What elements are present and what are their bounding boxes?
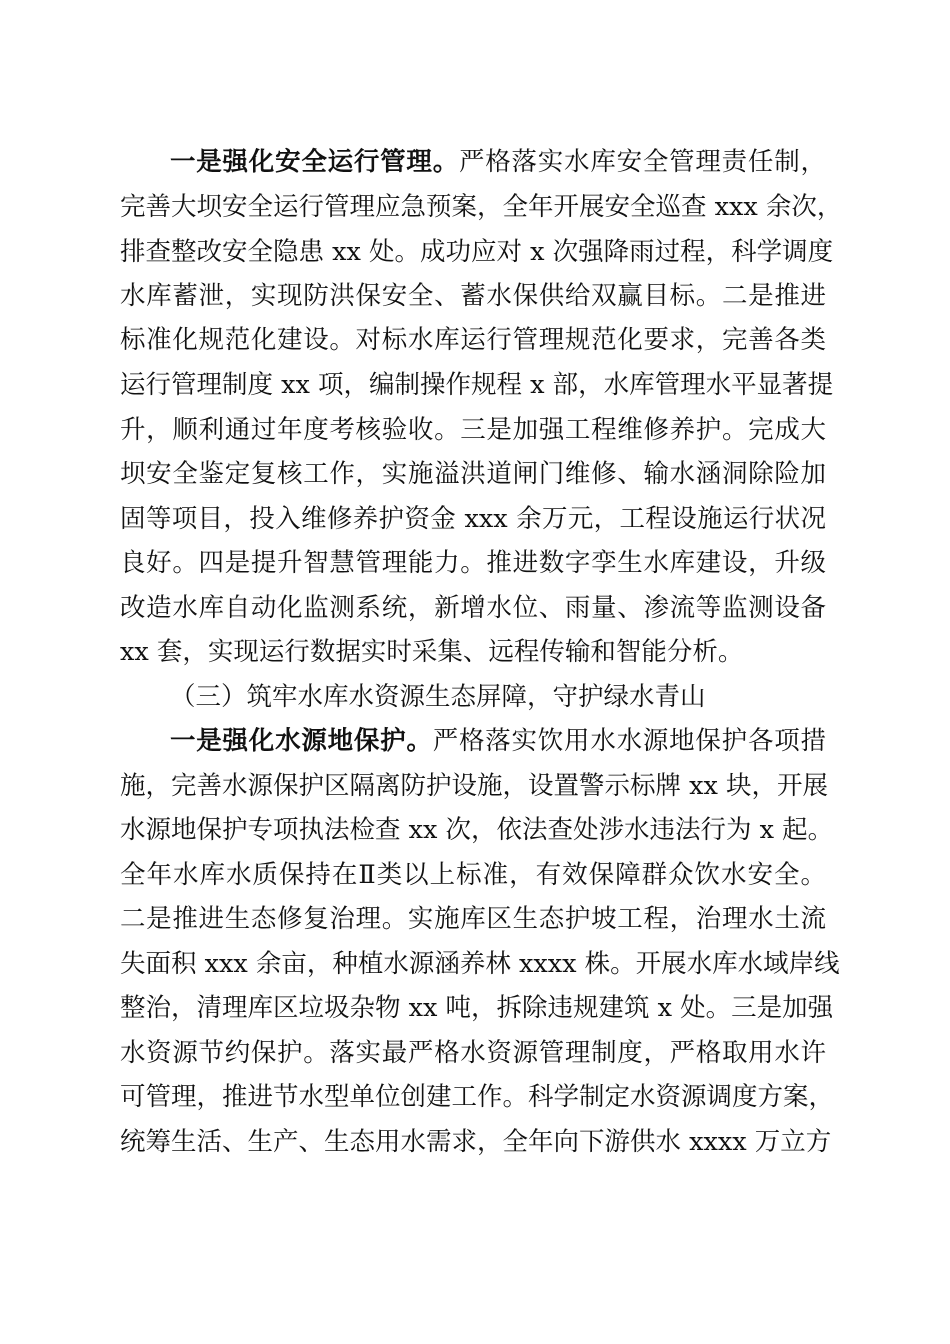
- paragraph-line: 运行管理制度 xx 项，编制操作规程 x 部，水库管理水平显著提: [120, 370, 834, 400]
- paragraph-line: 全年水库水质保持在Ⅱ类以上标准，有效保障群众饮水安全。: [120, 860, 826, 890]
- section-heading: （三）筑牢水库水资源生态屏障，守护绿水青山: [170, 682, 706, 712]
- paragraph-line: 水源地保护专项执法检查 xx 次，依法查处涉水违法行为 x 起。: [120, 815, 834, 845]
- paragraph-line: 可管理，推进节水型单位创建工作。科学制定水资源调度方案，: [120, 1082, 835, 1112]
- paragraph-lead: 一是强化安全运行管理。: [170, 147, 459, 177]
- paragraph-line: 二是推进生态修复治理。实施库区生态护坡工程，治理水土流: [120, 904, 826, 934]
- paragraph-line: 升，顺利通过年度考核验收。三是加强工程维修养护。完成大: [120, 415, 826, 445]
- paragraph-line: [170, 140, 826, 184]
- paragraph-line: 施，完善水源保护区隔离防护设施，设置警示标牌 xx 块，开展: [120, 771, 828, 801]
- paragraph-line: 排查整改安全隐患 xx 处。成功应对 x 次强降雨过程，科学调度: [120, 237, 834, 267]
- paragraph-line: 固等项目，投入维修养护资金 xxx 余万元，工程设施运行状况: [120, 504, 826, 534]
- paragraph-line: 改造水库自动化监测系统，新增水位、雨量、渗流等监测设备: [120, 593, 826, 623]
- paragraph-line: 完善大坝安全运行管理应急预案，全年开展安全巡查 xxx 余次，: [120, 192, 843, 222]
- paragraph-line: [170, 719, 826, 763]
- paragraph-line: 良好。四是提升智慧管理能力。推进数字孪生水库建设，升级: [120, 548, 826, 578]
- paragraph-line: 水库蓄泄，实现防洪保安全、蓄水保供给双赢目标。二是推进: [120, 281, 826, 311]
- paragraph-line: 失面积 xxx 余亩，种植水源涵养林 xxxx 株。开展水库水域岸线: [120, 949, 840, 979]
- paragraph-line: 整治，清理库区垃圾杂物 xx 吨，拆除违规建筑 x 处。三是加强: [120, 993, 834, 1023]
- paragraph-line: 标准化规范化建设。对标水库运行管理规范化要求，完善各类: [120, 325, 826, 355]
- paragraph-lead: 一是强化水源地保护。: [170, 726, 433, 756]
- paragraph-text: 严格落实水库安全管理责任制，: [458, 147, 826, 177]
- paragraph-line: 水资源节约保护。落实最严格水资源管理制度，严格取用水许: [120, 1038, 826, 1068]
- paragraph-line: xx 套，实现运行数据实时采集、远程传输和智能分析。: [120, 637, 744, 667]
- paragraph-line: 坝安全鉴定复核工作，实施溢洪道闸门维修、输水涵洞除险加: [120, 459, 826, 489]
- paragraph-line: 统筹生活、生产、生态用水需求，全年向下游供水 xxxx 万立方: [120, 1127, 832, 1157]
- paragraph-text: 严格落实饮用水水源地保护各项措: [432, 726, 826, 756]
